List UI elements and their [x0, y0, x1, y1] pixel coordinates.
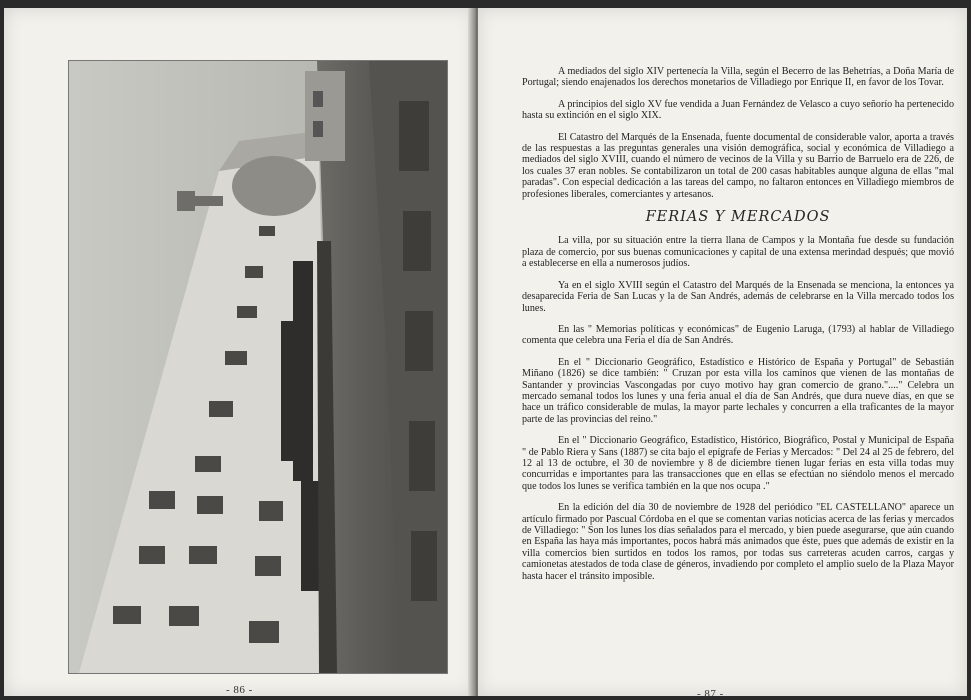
section-heading: FERIAS Y MERCADOS	[645, 209, 831, 226]
paragraph: Ya en el siglo XVIII según el Catastro del Marqués de la Ensenada se menciona, la entonces ya desaparecida Feria de San Lucas y la de San Andrés, además de celebrarse en la Villa mercado todos los lunes.	[522, 279, 954, 314]
page-number-right: - 87 -	[697, 688, 724, 700]
paragraph: A mediados del siglo XIV pertenecía la Villa, según el Becerro de las Behetrías, a Doña María de Portugal; siendo enajenados los derechos monetarios de Villadiego por Enrique II, en favor de los Tovar.	[522, 66, 954, 89]
paragraph: En la edición del día 30 de noviembre de 1928 del periódico "EL CASTELLANO" aparece un artículo firmado por Pascual Córdoba en el que se comentan varias noticias acerca de las ferias y mercados de Villadiego: " Son los lunes los días señalados para el mercado, y bien puede asegurarse, que aún cuando en España las haya más importantes, pocos habrá más animados que éste, pues que además de existir en la villa comercios bien surtidos en todos los ramos, por todas sus carreteras acuden carros, cargas y camionetas atestados de toda clase de géneros, invadiendo por completo el amplio suelo de la Plaza Mayor hasta hacer el tránsito imposible.	[522, 502, 954, 582]
paragraph: La villa, por su situación entre la tierra llana de Campos y la Montaña fue desde su fundación plaza de comercio, por sus buenas comunicaciones y capital de una extensa merindad después; que movió a establecerse en ella a numerosos judíos.	[522, 235, 954, 270]
left-page	[4, 8, 474, 696]
paragraph: En el " Diccionario Geográfico, Estadístico, Histórico, Biográfico, Postal y Municipal de España " de Pablo Riera y Sans (1887) se cita bajo el epígrafe de Ferias y Mercados: " Del 24 al 25 de febrero, del 12 al 13 de octubre, el 30 de noviembre y 8 de diciembre tienen lugar ferias en esta villa todas muy concurridas e importantes para las transacciones que en ellas se efectúan no siéndolo menos el mercado que todos los lunes se verifica también en la que nos ocupa ."	[522, 435, 954, 492]
body-text	[522, 66, 954, 592]
page-number-left: - 86 -	[226, 684, 253, 696]
paragraph: En el " Diccionario Geográfico, Estadístico e Histórico de España y Portugal" de Sebastián Miñano (1826) se dice también: " Cruzan por esta villa los caminos que vienen de las montañas de Santander y provincias Vascongadas por cuyo motivo hay gran comercio de grano."...." Celebra un mercado semanal todos los lunes y una feria anual el día de San Andrés, que dura nueve días, en que se hace un tráfico considerable de mulas, la mayor parte lechales y concurren a ella traficantes de la mayor parte de las provincias del reino."	[522, 356, 954, 425]
paragraph: A principios del siglo XV fue vendida a Juan Fernández de Velasco a cuyo señorío ha pertenecido hasta su extinción en el siglo XIX.	[522, 98, 954, 122]
photo-illustration	[69, 61, 447, 673]
right-page	[478, 8, 967, 700]
paragraph: El Catastro del Marqués de la Ensenada, fuente documental de considerable valor, aporta a través de las respuestas a las preguntas generales una visión demográfica, social y económica de Villadiego a mediados del siglo XVIII, cuando el número de vecinos de la Villa y su Barrio de Barruelo era de 226, de los cuales 37 eran nobles. Se contabilizaron un total de 200 casas habitables aunque alguna de ellas "mal paradas". Con especial dedicación a las tareas del campo, no faltaron entonces en Villadiego miembros de profesiones liberales, comerciantes y artesanos.	[522, 131, 954, 200]
street-photograph	[68, 60, 448, 674]
paragraph: En las " Memorias políticas y económicas" de Eugenio Laruga, (1793) al hablar de Villadiego comenta que celebra una Feria el día de San Andrés.	[522, 323, 954, 347]
